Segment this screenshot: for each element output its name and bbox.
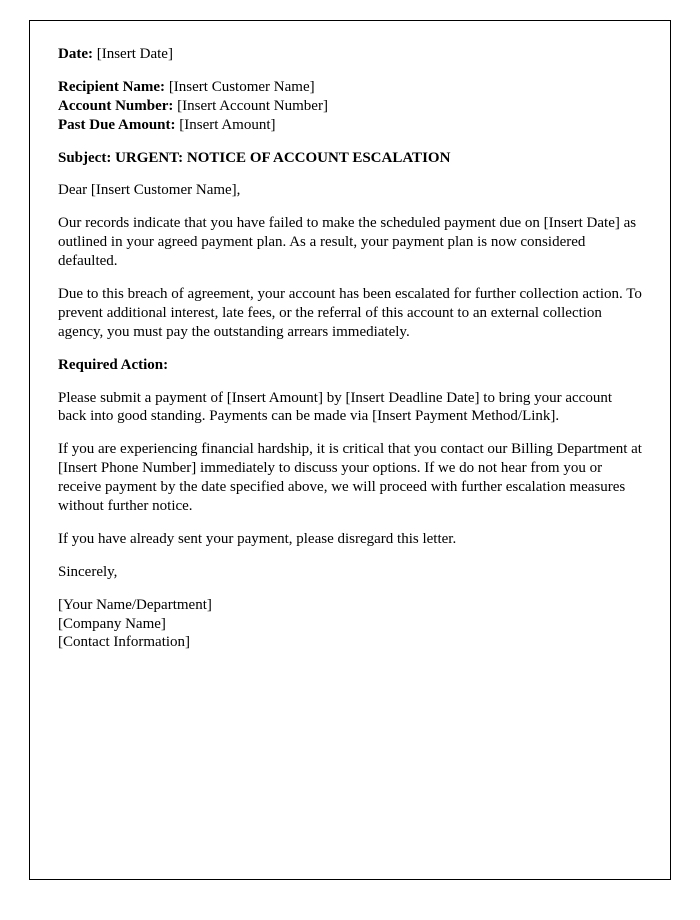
- paragraph-hardship: If you are experiencing financial hardship, it is critical that you contact our Billing Department at [Insert Phone Number] immediately to discuss your options. If we do not hear from you or receive payment by the date specified above, we will proceed with further escalation measures without further notice.: [58, 441, 642, 515]
- recipient-name-line: [58, 78, 642, 97]
- required-action-heading: Required Action:: [58, 356, 169, 373]
- recipient-info-block: [58, 78, 642, 135]
- salutation: Dear [Insert Customer Name],: [58, 182, 241, 199]
- paragraph-records: Our records indicate that you have failed to make the scheduled payment due on [Insert Date] as outlined in your agreed payment plan. As a result, your payment plan is now considered defaulted.: [58, 215, 637, 270]
- closing: Sincerely,: [58, 563, 118, 580]
- account-number-label: Account Number:: [58, 97, 174, 114]
- account-number-line: [58, 97, 642, 116]
- recipient-name-value: [Insert Customer Name]: [168, 78, 315, 95]
- signature-block: [58, 596, 642, 653]
- date-value: [Insert Date]: [96, 46, 173, 62]
- subject-line: Subject: URGENT: NOTICE OF ACCOUNT ESCALATION: [58, 149, 451, 166]
- signature-name: [Your Name/Department]: [58, 596, 212, 613]
- signature-company: [Company Name]: [58, 615, 166, 632]
- letter-document: [29, 20, 671, 880]
- paragraph-disregard: If you have already sent your payment, please disregard this letter.: [58, 530, 457, 547]
- date-label: Date:: [58, 46, 93, 62]
- past-due-amount-value: [Insert Amount]: [179, 116, 276, 133]
- paragraph-payment: Please submit a payment of [Insert Amount] by [Insert Deadline Date] to bring your account back into good standing. Payments can be made via [Insert Payment Method/Link].: [58, 389, 613, 425]
- account-number-value: [Insert Account Number]: [177, 97, 328, 114]
- past-due-amount-line: [58, 116, 642, 135]
- paragraph-escalation: Due to this breach of agreement, your account has been escalated for further collection action. To prevent additional interest, late fees, or the referral of this account to an external collection agency, you must pay the outstanding arrears immediately.: [58, 286, 642, 340]
- past-due-amount-label: Past Due Amount:: [58, 116, 176, 133]
- recipient-name-label: Recipient Name:: [58, 78, 166, 95]
- signature-contact: [Contact Information]: [58, 634, 191, 651]
- date-line: [58, 45, 642, 64]
